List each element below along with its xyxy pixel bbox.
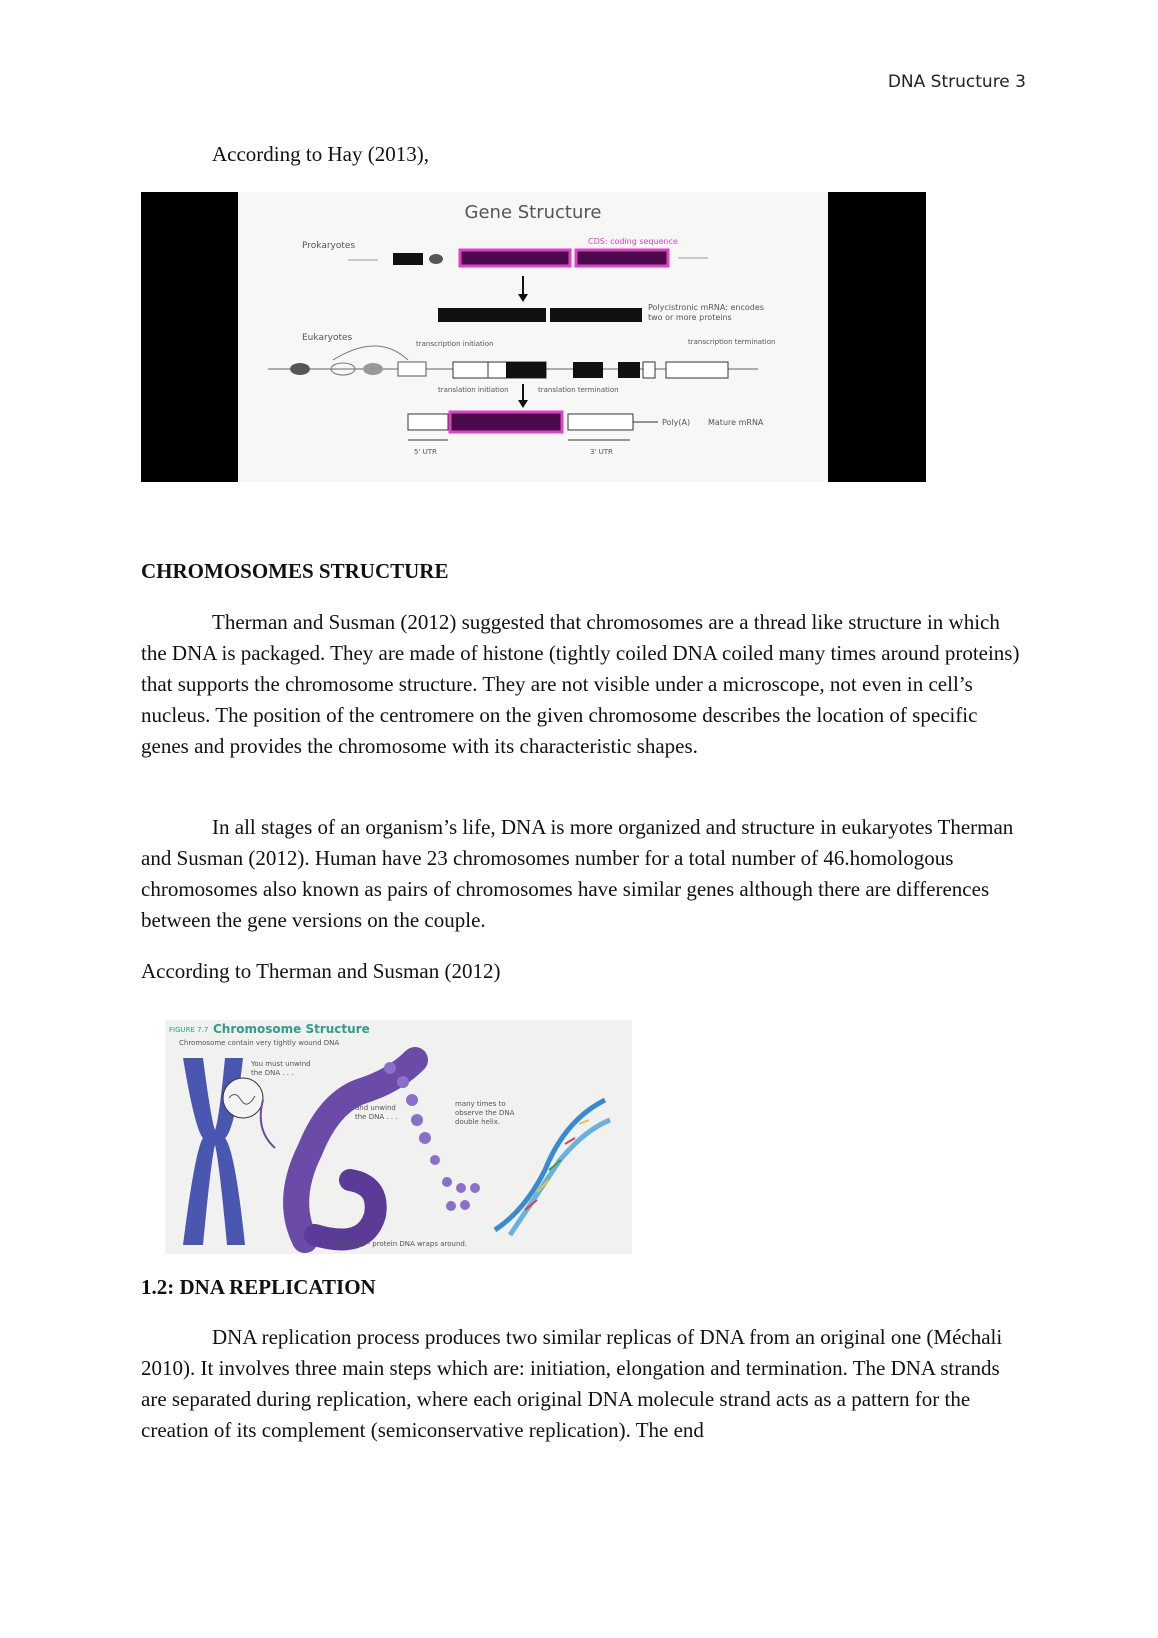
coiled-fiber (296, 1060, 415, 1240)
gene-structure-diagram (238, 192, 828, 482)
gene-structure-panel (238, 192, 828, 482)
chromosome-figure-title: Chromosome Structure (213, 1022, 370, 1036)
according-therman-text: According to Therman and Susman (2012) (141, 959, 501, 983)
chromosomes-heading: CHROMOSOMES STRUCTURE (141, 559, 449, 583)
chromosomes-paragraph-1: Therman and Susman (2012) suggested that chromosomes are a thread like structure in which the DNA is packaged. They are made of histone (tightly coiled DNA coiled many times around proteins) that supports the chromosome structure. They are not visible under a microscope, not even in cell’s nucleus. The position of the centromere on the given chromosome describes the location of specific genes and provides the chromosome with its characteristic shapes. (141, 610, 1020, 758)
unwind-note-2: and unwind the DNA . . . (355, 1104, 398, 1121)
intro-text: According to Hay (2013), (212, 142, 429, 166)
unwind-note-3: many times to observe the DNA double helix. (455, 1100, 515, 1126)
utr3-label: 3' UTR (590, 448, 613, 456)
nucleosomes (384, 1062, 480, 1211)
chromosomes-paragraph-2: In all stages of an organism’s life, DNA is more organized and structure in eukaryotes Therman and Susman (2012). Human have 23 chromosomes number for a total number of 46.homologous chromosomes also known as pairs of chromosomes have similar genes although there are differences between the gene versions on the couple. (141, 815, 1014, 932)
replication-heading: 1.2: DNA REPLICATION (141, 1275, 376, 1299)
mature-mrna-label: Mature mRNA (708, 418, 764, 427)
translation-initiation-label: translation initiation (438, 386, 509, 394)
unwind-note-1: You must unwind the DNA . . . (251, 1060, 311, 1077)
replication-paragraph-1: DNA replication process produces two similar replicas of DNA from an original one (Méchali 2010). It involves three main steps which are: initiation, elongation and termination. The DNA strands are separated during replication, where each original DNA molecule strand acts as a pattern for the creation of its complement (semiconservative replication). The end (141, 1325, 1003, 1442)
chromosome-figure-subtitle: Chromosome contain very tightly wound DNA (179, 1039, 340, 1047)
prokaryotes-label: Prokaryotes (302, 241, 356, 251)
gene-structure-figure (141, 192, 926, 482)
utr5-label: 5' UTR (414, 448, 437, 456)
cds-label: CDS: coding sequence (588, 237, 678, 246)
histones-caption: Histones - protein DNA wraps around. (335, 1240, 468, 1248)
transcription-termination-label: transcription termination (688, 338, 776, 346)
translation-termination-label: translation termination (538, 386, 619, 394)
chromosome-structure-figure (165, 1020, 632, 1254)
gene-structure-title: Gene Structure (464, 202, 602, 223)
polycistronic-label: Polycistronic mRNA: encodes two or more proteins (648, 303, 764, 322)
figure-number-label: FIGURE 7.7 (169, 1026, 209, 1034)
running-head: DNA Structure 3 (887, 72, 1026, 92)
chromosome-structure-diagram (165, 1020, 632, 1254)
eukaryotes-label: Eukaryotes (302, 333, 353, 343)
transcription-initiation-label: transcription initiation (416, 340, 494, 348)
polya-label: Poly(A) (662, 418, 691, 427)
